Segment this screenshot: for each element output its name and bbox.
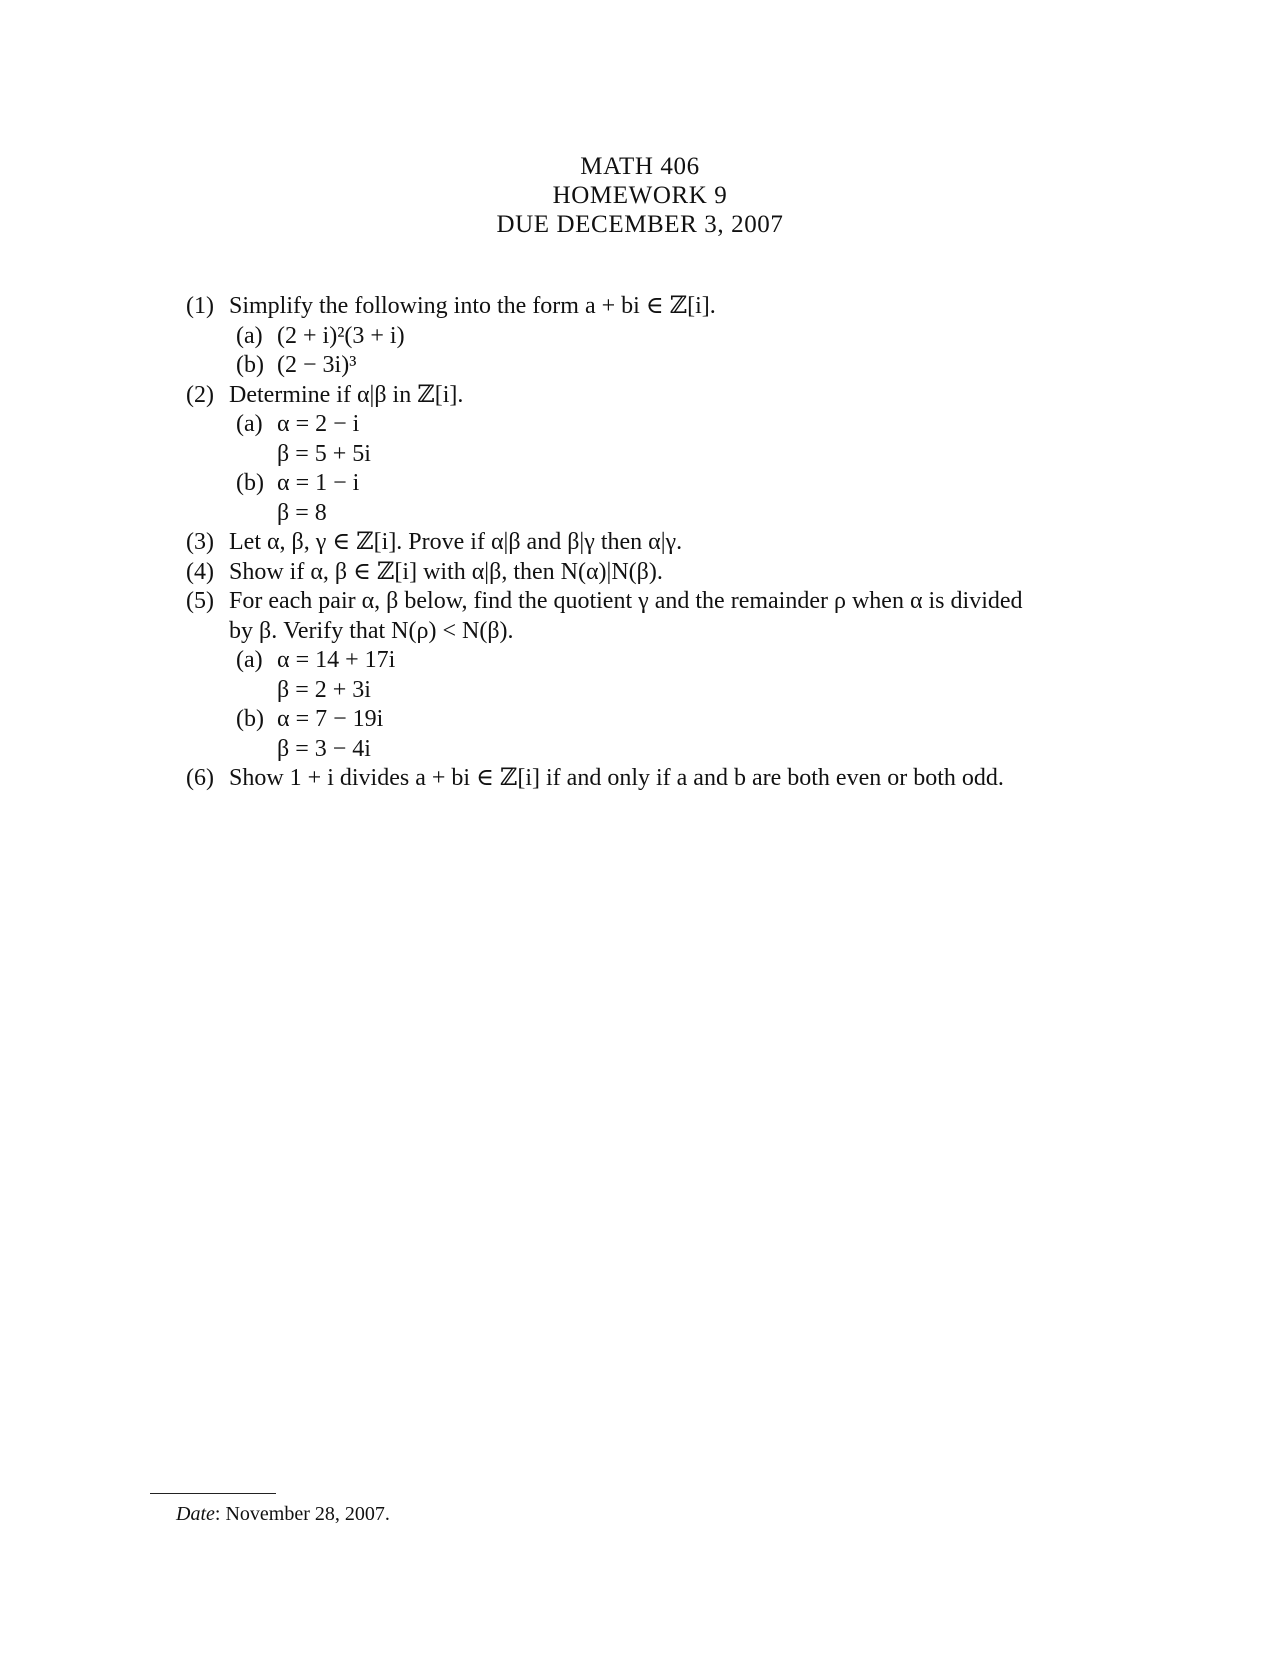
part-label: (b) (236, 706, 264, 732)
alpha-value: α = 7 − 19i (277, 706, 384, 732)
problem-number: (1) (186, 293, 214, 319)
problem-number: (3) (186, 529, 214, 555)
problem-number: (4) (186, 558, 214, 585)
problem-number: (6) (186, 765, 214, 791)
problem-2a-beta (186, 440, 1146, 470)
part-label: (a) (236, 647, 263, 673)
problem-1 (186, 292, 1146, 322)
part-expression: (2 − 3i)³ (277, 352, 357, 378)
problem-5b-alpha (186, 705, 1146, 735)
alpha-value: α = 14 + 17i (277, 647, 396, 673)
problem-text: Let α, β, γ ∈ ℤ[i]. Prove if α|β and β|γ then α|γ. (229, 529, 683, 555)
problem-text: Show if α, β ∈ ℤ[i] with α|β, then N(α)|N(β). (229, 558, 663, 585)
footnote-text: : November 28, 2007. (214, 1503, 390, 1525)
part-expression: (2 + i)²(3 + i) (277, 322, 405, 349)
footnote-label: Date (176, 1503, 215, 1525)
problem-list (186, 292, 1146, 794)
beta-value: β = 5 + 5i (277, 440, 371, 467)
course-title: MATH 406 (580, 153, 700, 180)
alpha-value: α = 1 − i (277, 470, 360, 496)
part-label: (b) (236, 352, 264, 378)
footnote-rule (150, 1493, 276, 1494)
assignment-title: HOMEWORK 9 (552, 182, 728, 209)
beta-value: β = 2 + 3i (277, 676, 371, 703)
problem-text: Show 1 + i divides a + bi ∈ ℤ[i] if and only if a and b are both even or both odd. (229, 765, 1004, 791)
problem-4 (186, 558, 1146, 588)
problem-text: Determine if α|β in ℤ[i]. (229, 381, 464, 408)
problem-6 (186, 764, 1146, 794)
footnote-date (176, 1502, 390, 1526)
problem-text-continued: by β. Verify that N(ρ) < N(β). (229, 617, 514, 644)
document-header (0, 152, 1280, 239)
problem-1a (186, 322, 1146, 352)
problem-1b (186, 351, 1146, 381)
problem-5 (186, 587, 1146, 617)
problem-5b-beta (186, 735, 1146, 765)
beta-value: β = 3 − 4i (277, 735, 371, 762)
problem-5-continued (186, 617, 1146, 647)
problem-3 (186, 528, 1146, 558)
problem-number: (2) (186, 381, 214, 408)
due-date: DUE DECEMBER 3, 2007 (496, 211, 784, 238)
problem-text: Simplify the following into the form a + bi ∈ ℤ[i]. (229, 293, 716, 319)
problem-5a-beta (186, 676, 1146, 706)
problem-2b-beta (186, 499, 1146, 529)
problem-2b-alpha (186, 469, 1146, 499)
problem-2 (186, 381, 1146, 411)
part-label: (a) (236, 411, 263, 437)
part-label: (b) (236, 470, 264, 496)
problem-5a-alpha (186, 646, 1146, 676)
beta-value: β = 8 (277, 499, 327, 526)
problem-2a-alpha (186, 410, 1146, 440)
part-label: (a) (236, 322, 263, 349)
alpha-value: α = 2 − i (277, 411, 360, 437)
problem-number: (5) (186, 588, 214, 614)
problem-text: For each pair α, β below, find the quotient γ and the remainder ρ when α is divided (229, 588, 1023, 614)
